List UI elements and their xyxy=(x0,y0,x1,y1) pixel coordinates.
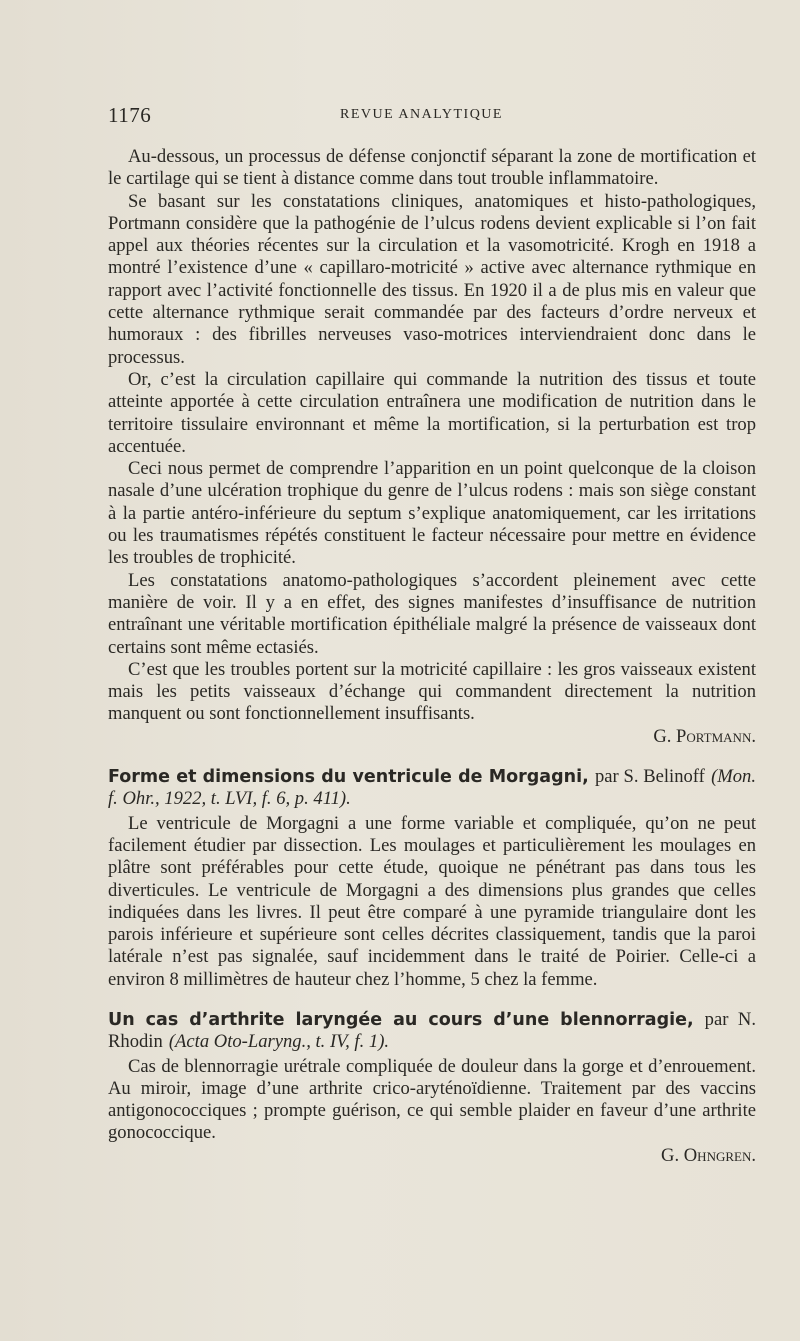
article-heading xyxy=(108,1009,756,1054)
article-reference: (Mon. f. Ohr., 1922, t. LVI, f. 6, p. 411). xyxy=(108,766,757,810)
signature: G. Ohngren. xyxy=(661,1144,756,1166)
article-title: Un cas d’arthrite laryngée au cours d’une blennorragie, xyxy=(108,1009,694,1030)
article-byline: par S. Belinoff xyxy=(594,766,705,788)
paragraph: Se basant sur les constatations cliniques, anatomiques et histo-pathologiques, Portmann considère que la pathogénie de l’ulcus rodens devient explicable si l’on fait appel aux théories récentes sur la circulation et la vasomotricité. Krogh en 1918 a montré l’existence d’une « capillaro-motricité » active avec alternance rythmique en rapport avec l’activité fonctionnelle des tissus. En 1920 il a de plus mis en valeur que cette alternance rythmique serait commandée par des facteurs d’ordre nerveux et humoraux : des fibrilles nerveuses vaso-motrices interviendraient donc dans le processus. xyxy=(108,190,756,368)
page-number: 1176 xyxy=(108,103,152,127)
article-reference: (Acta Oto-Laryng., t. IV, f. 1). xyxy=(168,1031,390,1053)
paragraph: Le ventricule de Morgagni a une forme variable et compliquée, qu’on ne peut facilement étudier par dissection. Les moulages et particulièrement les moulages en plâtre sont préférables pour cette étude, quoique ne pénétrant pas dans tous les diverticules. Le ventricule de Morgagni a des dimensions plus grandes que celles indiquées dans les livres. Il peut être comparé à une pyramide triangulaire dont les parois inférieure et supérieure sont celles décrites classiquement, tandis que la paroi latérale n’est pas signalée, sauf incidemment dans le traité de Poirier. Celle-ci a environ 8 millimètres de hauteur chez l’homme, 5 chez la femme. xyxy=(108,812,756,990)
paragraph: Or, c’est la circulation capillaire qui commande la nutrition des tissus et toute atteinte apportée à cette circulation entraînera une modification de nutrition dans le territoire tissulaire environnant et même la mortification, si la perturbation est trop accentuée. xyxy=(108,368,756,457)
article-heading xyxy=(108,766,756,811)
article-title: Forme et dimensions du ventricule de Morgagni, xyxy=(108,767,589,788)
paragraph: Au-dessous, un processus de défense conjonctif séparant la zone de mortification et le cartilage qui se tient à distance comme dans tout trouble inflammatoire. xyxy=(108,146,756,190)
running-title: REVUE ANALYTIQUE xyxy=(340,107,503,122)
paragraph: Cas de blennorragie urétrale compliquée de douleur dans la gorge et d’enrouement. Au miroir, image d’une arthrite crico-aryténoïdienne. Traitement par des vaccins antigonococciques ; prompte guérison, ce qui semble plaider en faveur d’une arthrite gonococcique. xyxy=(108,1055,756,1144)
page-header xyxy=(108,103,758,133)
paragraph: Les constatations anatomo-pathologiques s’accordent pleinement avec cette manière de voir. Il y a en effet, des signes manifestes d’insuffisance de nutrition entraînant une véritable mortification épithéliale malgré la présence de vaisseaux dont certains sont même ectasiés. xyxy=(108,569,756,658)
paragraph: C’est que les troubles portent sur la motricité capillaire : les gros vaisseaux existent mais les petits vaisseaux d’échange qui commandent directement la nutrition manquent ou sont fonctionnellement insuffisants. xyxy=(108,658,756,725)
page-body xyxy=(108,146,756,1167)
paragraph: Ceci nous permet de comprendre l’apparition en un point quelconque de la cloison nasale d’une ulcération trophique du genre de l’ulcus rodens : mais son siège constant à la partie antéro-inférieure du septum s’explique anatomiquement, car les irritations ou les traumatismes répétés constituent le facteur nécessaire pour mettre en évidence les troubles de trophicité. xyxy=(108,458,756,569)
signature: G. Portmann. xyxy=(653,725,756,747)
article-byline: par N. Rhodin xyxy=(108,1008,757,1053)
